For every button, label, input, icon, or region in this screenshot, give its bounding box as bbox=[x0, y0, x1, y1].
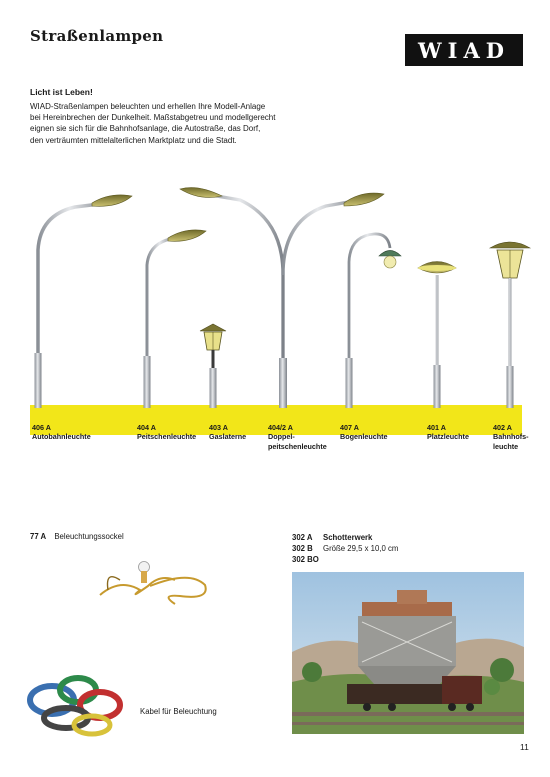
cable-illustration bbox=[30, 678, 120, 734]
page-title: Straßenlampen bbox=[30, 27, 164, 45]
lamp-name: Bogenleuchte bbox=[340, 432, 388, 442]
accessory-caption bbox=[30, 532, 124, 541]
product-codes bbox=[292, 532, 319, 565]
schotterwerk-photo bbox=[292, 572, 524, 734]
lamp-name: Doppel- bbox=[268, 432, 295, 442]
lamp-402a bbox=[490, 242, 530, 408]
lamp-label bbox=[340, 423, 388, 442]
product-info bbox=[323, 532, 398, 554]
lamp-name: Autobahnleuchte bbox=[32, 432, 91, 442]
intro-line: den verträumten mittelalterlichen Marktplatz und die Stadt. bbox=[30, 135, 237, 145]
lamp-code: 407 A bbox=[340, 423, 359, 432]
lamp-code: 404/2 A bbox=[268, 423, 293, 432]
lamp-code: 402 A bbox=[493, 423, 512, 432]
lamp-label bbox=[493, 423, 529, 451]
lamp-403a bbox=[200, 324, 226, 408]
page-number: 11 bbox=[520, 742, 529, 752]
lamp-name: Peitschenleuchte bbox=[137, 432, 197, 442]
product-size: Größe 29,5 x 10,0 cm bbox=[323, 544, 399, 553]
lamp-label bbox=[209, 423, 246, 442]
intro-line: bei Hereinbrechen der Dunkelheit. Maßstabgetreu und modellgerecht bbox=[30, 113, 276, 123]
lamp-404a bbox=[144, 230, 207, 408]
wiad-logo: WIAD bbox=[405, 34, 523, 66]
lamp-name: Gaslaterne bbox=[209, 432, 247, 442]
lamp-name-cont: peitschenleuchte bbox=[268, 441, 327, 451]
lamp-name-cont: leuchte bbox=[493, 441, 519, 451]
lamp-label bbox=[427, 423, 469, 442]
lamp-407a bbox=[346, 234, 402, 408]
intro-heading: Licht ist Leben! bbox=[30, 87, 93, 97]
product-name: Schotterwerk bbox=[323, 533, 373, 542]
product-code: 302 BO bbox=[292, 555, 319, 564]
product-code: 302 A bbox=[292, 533, 313, 542]
lamp-label bbox=[268, 423, 327, 451]
lamp-code: 406 A bbox=[32, 423, 51, 432]
accessory-code: 77 A bbox=[30, 532, 47, 541]
lamp-code: 401 A bbox=[427, 423, 446, 432]
accessory-name: Beleuchtungssockel bbox=[54, 532, 124, 541]
cable-caption: Kabel für Beleuchtung bbox=[140, 707, 217, 716]
lamp-401a bbox=[418, 262, 456, 409]
socket-illustration bbox=[100, 562, 206, 605]
product-code: 302 B bbox=[292, 544, 313, 553]
lamp-label bbox=[137, 423, 196, 442]
lamp-code: 404 A bbox=[137, 423, 156, 432]
lamp-name: Bahnhofs- bbox=[493, 432, 529, 442]
lamp-code: 403 A bbox=[209, 423, 228, 432]
lamp-name: Platzleuchte bbox=[427, 432, 469, 442]
lamp-406a bbox=[35, 195, 133, 408]
intro-line: eignen sie sich für die Bahnhofsanlage, die Autostraße, das Dorf, bbox=[30, 124, 261, 134]
intro-line: WIAD-Straßenlampen beleuchten und erhellen Ihre Modell-Anlage bbox=[30, 102, 266, 111]
lamp-label bbox=[32, 423, 91, 442]
